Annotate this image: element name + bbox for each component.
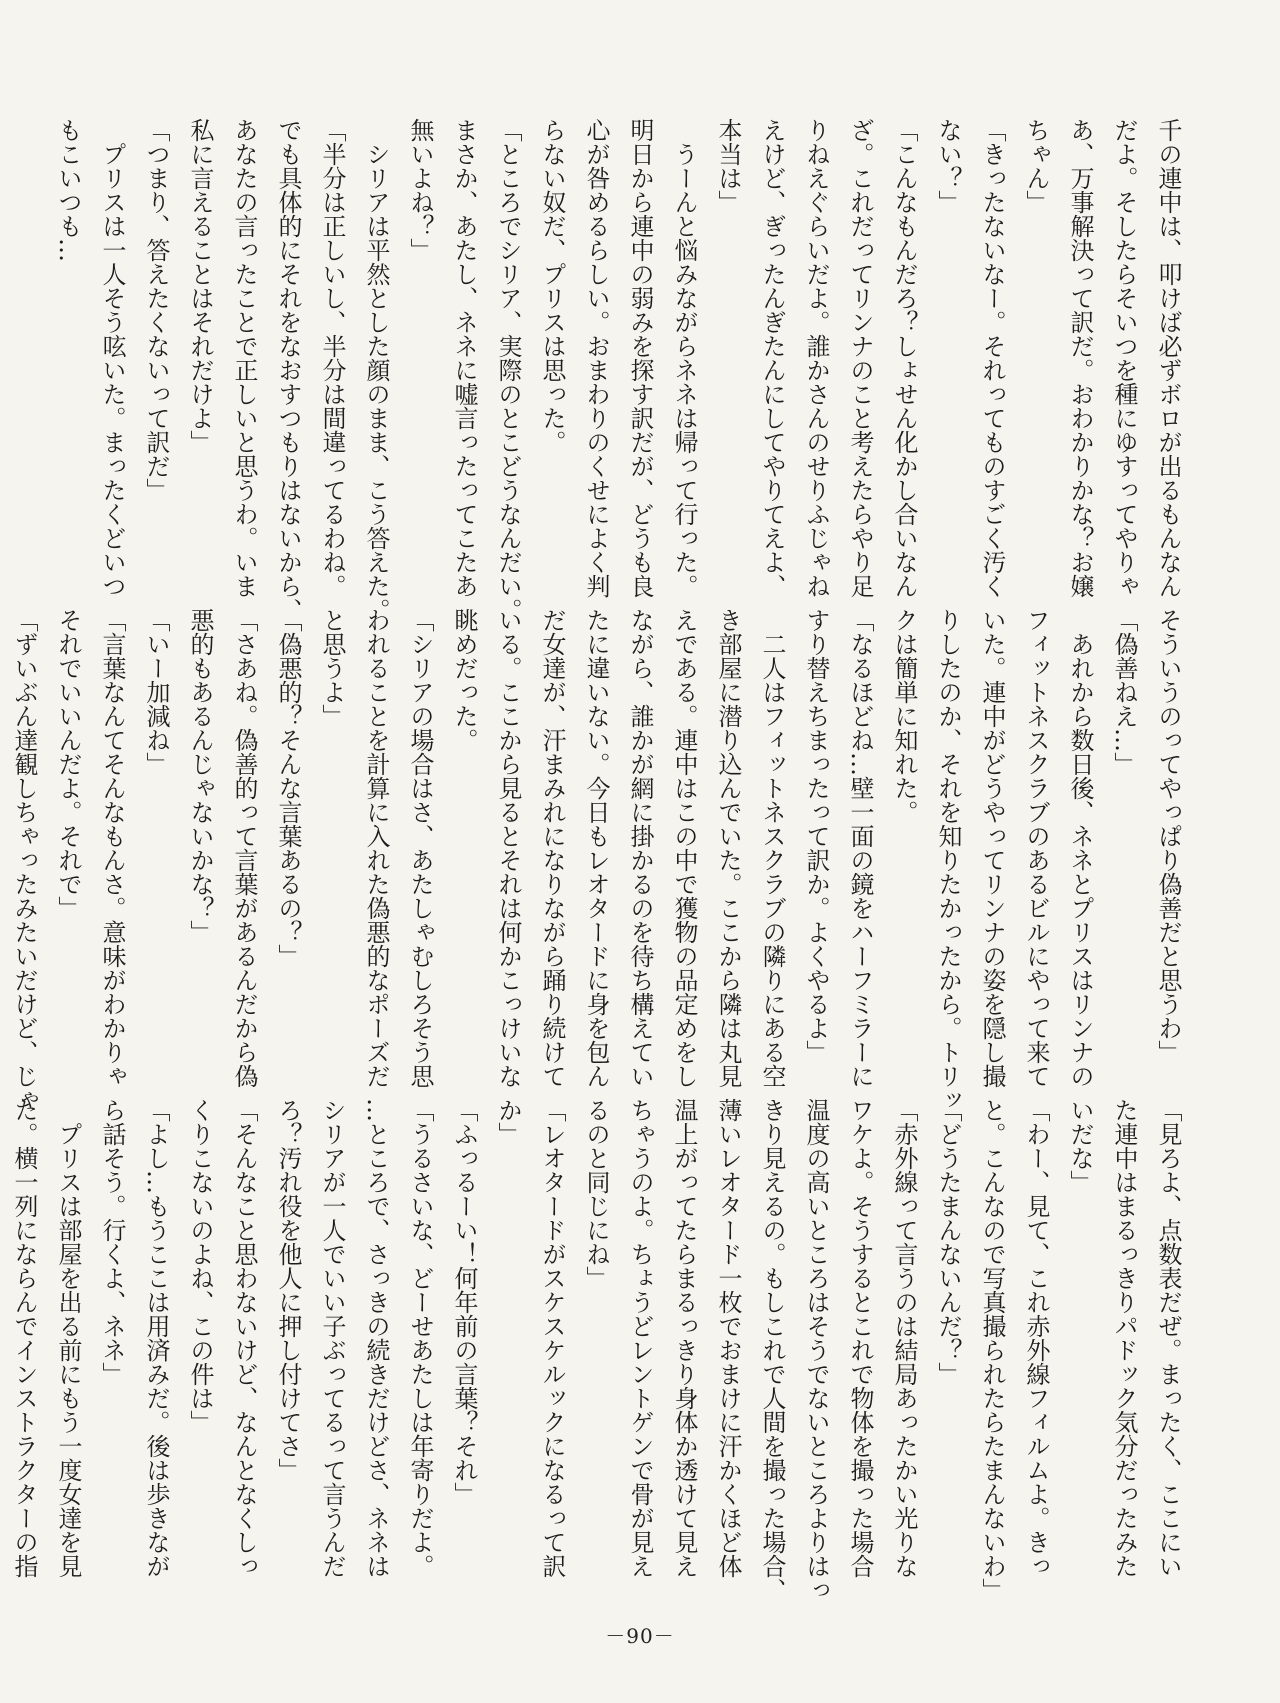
text-line: 明日から連中の弱みを探す訳だが、どうも良 (626, 118, 654, 598)
text-line: 「よし…もうここは用済みだ。後は歩きなが (142, 1098, 170, 1578)
text-line: 「偽悪的？そんな言葉あるの？」 (274, 608, 302, 968)
text-line: 「いー加減ね」 (142, 608, 170, 776)
text-line: た連中はまるっきりパドック気分だったみた (1110, 1098, 1138, 1578)
text-line: 「ところでシリア、実際のとこどうなんだい。 (494, 118, 522, 622)
text-line: そういうのってやっぱり偽善だと思うわ」 (1154, 608, 1182, 1064)
text-line: でも具体的にそれをなおすつもりはないから、 (274, 118, 302, 622)
text-line: ない？」 (934, 118, 962, 214)
text-line: あ、万事解決って訳だ。おわかりかな？お嬢 (1066, 118, 1094, 598)
text-line: すり替えちまったって訳か。よくやるよ」 (802, 608, 830, 1064)
text-line: いた。連中がどうやってリンナの姿を隠し撮 (978, 608, 1006, 1088)
text-line: 二人はフィットネスクラブの隣りにある空 (758, 608, 786, 1088)
text-tier-bottom (10, 1098, 1190, 1602)
text-line: と思うよ」 (318, 608, 346, 728)
text-line: か」 (494, 1098, 522, 1146)
text-line: プリスは一人そう呟いた。まったくどいつ (98, 118, 126, 598)
text-line: うーんと悩みながらネネは帰って行った。 (670, 118, 698, 598)
text-line: …ところで、さっきの続きだけどさ、ネネは (362, 1098, 390, 1578)
text-line: あなたの言ったことで正しいと思うわ。いま (230, 118, 258, 598)
text-line: ざ。これだってリンナのこと考えたらやり足 (846, 118, 874, 598)
text-line: 「どうたまんないんだ？」 (934, 1098, 962, 1386)
text-line: もこいつも… (54, 118, 82, 262)
text-line: 「シリアの場合はさ、あたしゃむしろそう思 (406, 608, 434, 1088)
text-line: た。横一列にならんでインストラクターの指 (10, 1098, 38, 1578)
text-line: きり見えるの。もしこれで人間を撮った場合、 (758, 1098, 786, 1602)
text-line: たに違いない。今日もレオタードに身を包ん (582, 608, 610, 1088)
text-line: あれから数日後、ネネとプリスはリンナの (1066, 608, 1094, 1088)
page-number: －90－ (605, 1624, 675, 1648)
text-line: 「そんなこと思わないけど、なんとなくしっ (230, 1098, 258, 1578)
text-line: いだな」 (1066, 1098, 1094, 1194)
text-line: われることを計算に入れた偽悪的なポーズだ (362, 608, 390, 1088)
text-line: まさか、あたし、ネネに嘘言ったってこたあ (450, 118, 478, 598)
text-line: だよ。そしたらそいつを種にゆすってやりゃ (1110, 118, 1138, 598)
text-line: ろ？汚れ役を他人に押し付けてさ」 (274, 1098, 302, 1482)
text-line: 「うるさいな、どーせあたしは年寄りだよ。 (406, 1098, 434, 1578)
text-line: それでいいんだよ。それで」 (54, 608, 82, 920)
text-line: 「偽善ねえ…」 (1110, 608, 1138, 776)
text-line: 「わー、見て、これ赤外線フィルムよ。きっ (1022, 1098, 1050, 1578)
text-line: りしたのか、それを知りたかったから。トリッ (934, 608, 962, 1112)
text-tier-middle (10, 608, 1190, 1112)
text-line: くりこないのよね、この件は」 (186, 1098, 214, 1434)
text-line: 「赤外線って言うのは結局あったかい光りな (890, 1098, 918, 1578)
text-tier-top (54, 118, 1190, 622)
text-line: えけど、ぎったんぎたんにしてやりてえよ、 (758, 118, 786, 598)
text-line: るのと同じにね」 (582, 1098, 610, 1290)
text-line: らない奴だ、プリスは思った。 (538, 118, 566, 454)
text-line (0, 608, 2, 1078)
text-line: 眺めだった。 (450, 608, 478, 752)
text-line: ら話そう。行くよ、ネネ」 (98, 1098, 126, 1386)
text-line: りねえぐらいだよ。誰かさんのせりふじゃね (802, 118, 830, 598)
text-line: 「なるほどね…壁一面の鏡をハーフミラーに (846, 608, 874, 1088)
text-line: だ女達が、汗まみれになりながら踊り続けて (538, 608, 566, 1088)
text-line (0, 118, 2, 588)
text-line: 千の連中は、叩けば必ずボロが出るもんなん (1154, 118, 1182, 598)
text-line: ちゃうのよ。ちょうどレントゲンで骨が見え (626, 1098, 654, 1578)
text-line: フィットネスクラブのあるビルにやって来て (1022, 608, 1050, 1088)
text-line (0, 1098, 2, 1568)
text-line: き部屋に潜り込んでいた。ここから隣は丸見 (714, 608, 742, 1088)
text-line: 「ふっるーい！何年前の言葉？それ」 (450, 1098, 478, 1506)
text-line: 薄いレオタード一枚でおまけに汗かくほど体 (714, 1098, 742, 1578)
text-line: ワケよ。そうするとこれで物体を撮った場合 (846, 1098, 874, 1578)
text-line (2, 118, 46, 588)
text-line: 「半分は正しいし、半分は間違ってるわね。 (318, 118, 346, 598)
text-line: 「見ろよ、点数表だぜ。まったく、ここにい (1154, 1098, 1182, 1578)
text-line: 「こんなもんだろ？しょせん化かし合いなん (890, 118, 918, 598)
text-line: 無いよね？」 (406, 118, 434, 262)
text-line: 私に言えることはそれだけよ」 (186, 118, 214, 454)
text-line: 悪的もあるんじゃないかな？」 (186, 608, 214, 944)
text-line: 「言葉なんてそんなもんさ。意味がわかりゃ (98, 608, 126, 1088)
text-line: 温上がってたらまるっきり身体か透けて見え (670, 1098, 698, 1578)
text-line: と。こんなので写真撮られたらたまんないわ」 (978, 1098, 1006, 1602)
text-line: プリスは部屋を出る前にもう一度女達を見 (54, 1098, 82, 1578)
text-line: 「つまり、答えたくないって訳だ」 (142, 118, 170, 502)
text-line: ちゃん」 (1022, 118, 1050, 214)
text-line: 心が咎めるらしい。おまわりのくせによく判 (582, 118, 610, 598)
text-line: 「きったないなー。それってものすごく汚く (978, 118, 1006, 598)
text-line: いる。ここから見るとそれは何かこっけいな (494, 608, 522, 1088)
text-line: 温度の高いところはそうでないところよりはっ (802, 1098, 830, 1602)
text-line: 本当は」 (714, 118, 742, 214)
text-line: ながら、誰かが網に掛かるのを待ち構えてい (626, 608, 654, 1088)
text-line: 「レオタードがスケスケルックになるって訳 (538, 1098, 566, 1578)
text-line: 「さあね。偽善的って言葉があるんだから偽 (230, 608, 258, 1088)
text-line: 「ずいぶん達観しちゃったみたいだけど、じゃ (10, 608, 38, 1112)
text-line: シリアは平然とした顔のまま、こう答えた。 (362, 118, 390, 622)
text-line: えである。連中はこの中で獲物の品定めをし (670, 608, 698, 1088)
text-line: クは簡単に知れた。 (890, 608, 918, 824)
text-line: シリアが一人でいい子ぶってるって言うんだ (318, 1098, 346, 1578)
